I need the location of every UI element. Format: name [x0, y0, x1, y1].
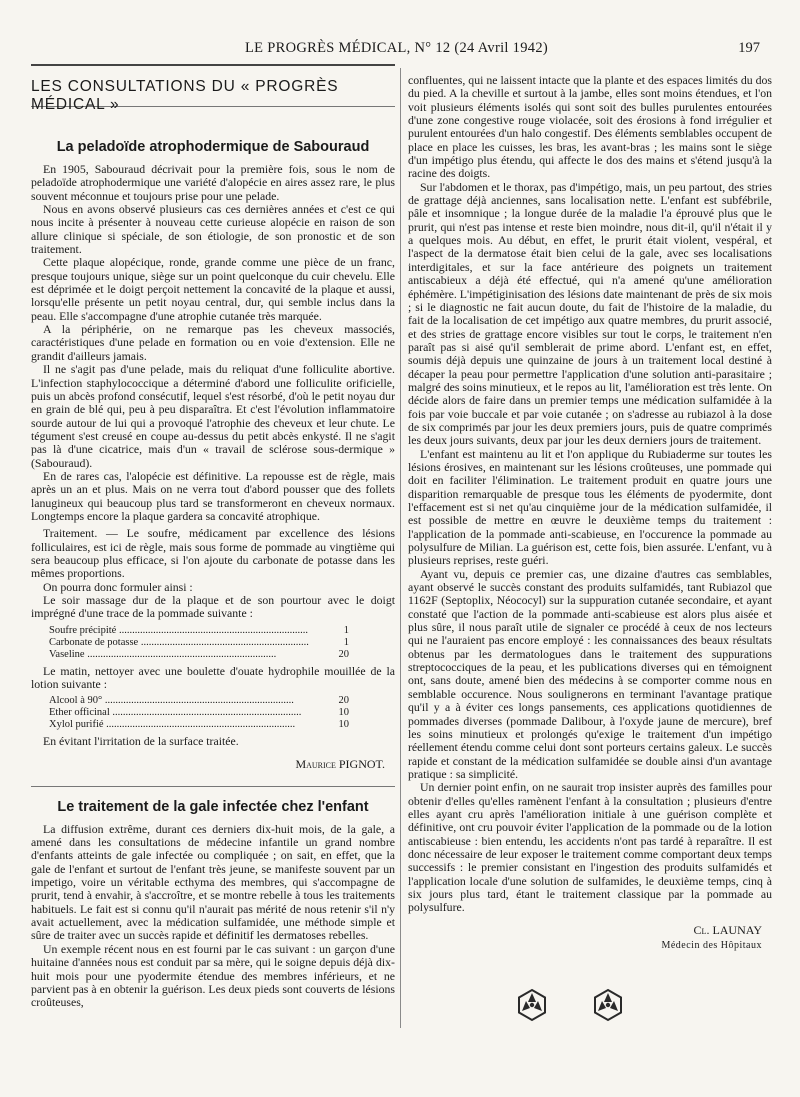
article1-paragraph: En 1905, Sabouraud décrivait pour la première fois, sous le nom de peladoïde atrophodermique une variété d'alopécie en aires assez rare, le plus souvent méconnue et toujours prise pour une pelade.	[31, 162, 395, 203]
article1-paragraph: Nous en avons observé plusieurs cas ces dernières années et c'est ce qui nous incite à présenter à nouveau cette curieuse alopécie en raison de son allure clinique si spéciale, de son étiologie, de son pronostic et de son traitement.	[31, 202, 395, 257]
ornament-icon	[510, 985, 660, 1025]
article2-continued-paragraph: Sur l'abdomen et le thorax, pas d'impétigo, mais, un peu partout, des stries de grattage déjà anciennes, sans localisation nette. L'enfant est subfébrile, pâle et insomnique ; la longue durée de la maladie l'a éprouvé plus que le prurit, qui n'est pas intense et reste bien moindre, nous dit-il, qu'il n'était il y a quelques mois. Au début, en effet, le prurit était violent, vespéral, et l'aspect de la dermatose était bien celui de la gale, avec ses localisations interdigitales, et sur la face antérieure des poignets un traitement antiscabieux a déjà été effectué, qui n'a amené qu'une amélioration éphémère. L'impétiginisation des lésions date maintenant de près de six mois ; si le diagnostic ne fait aucun doute, du fait de l'histoire de la maladie, du fait de la localisation de cet impétigo aux quatre membres, du prurit associé, et des stries de grattage encore visibles sur tout le corps, le traitement n'en paraît pas si aisé qu'il semblerait de prime abord. L'enfant est, en effet, soumis déjà depuis une quinzaine de jours à un traitement local destiné à décaper la peau pour permettre l'application d'une solution anti-parasitaire ; malgré des soins minutieux, et le repos au lit, l'amélioration est très lente. On décide alors de faire dans un premier temps une médication sulfamidée à la fois par voie buccale et par voie cutanée ; on s'adresse au rubiazol à la dose de six comprimés par jour les deux premiers jours, puis de quatre comprimés les deux jours suivants, deux par jour les deux derniers jours de traitement.	[408, 179, 772, 448]
ornament-right-icon	[595, 990, 621, 1020]
recipe-row: Ether officinal ..... 10	[49, 707, 349, 719]
article-separator	[31, 786, 395, 787]
article2-continued-paragraph: Un dernier point enfin, on ne saurait trop insister auprès des familles pour obtenir d'elles qu'elles ramènent l'enfant à la consultation ; plusieurs d'entre elles ayant cru après l'amélioration initiale à une guérison complète et définitive, ont cru pouvoir éviter l'application de la pommade ou de la lotion antiscabieuse : bien entendu, les accidents n'ont pas tardé à reparaître. Il est donc nécessaire de leur exposer le traitement comme comportant deux temps successifs : le premier consistant en l'ingestion des produits sulfamidés et l'application locale d'une solution de sulfamides, le deuxième temps, cinq à six jours plus tard, étant le traitement classique par la pommade au polysulfure.	[408, 780, 772, 915]
journal-title: LE PROGRÈS MÉDICAL, N° 12 (24 Avril 1942)	[245, 40, 548, 56]
column-divider	[400, 68, 401, 1028]
article1-between: Le matin, nettoyer avec une boulette d'ouate hydrophile mouillée de la lotion suivante :	[31, 663, 395, 692]
article1-closing: En évitant l'irritation de la surface traitée.	[43, 734, 239, 749]
article1-paragraph: Il ne s'agit pas d'une pelade, mais du reliquat d'une folliculite abortive. L'infection staphylococcique a déterminé d'abord une folliculite orificielle, puis un abcès profond consécutif, lequel s'est résorbé, d'où le petit noyau dur en grain de blé qui, peu à peu disparaîtra. Et c'est l'évolution inflammatoire sourde autour de lui qui a provoqué l'atrophie des cheveux et leur chute. Le tégument s'est creusé en coupe au-dessus du petit abcès enkysté. Il ne s'agit pas là d'une cicatrice, mais d'un « travail de sclérose sous-dermique » (Sabouraud).	[31, 362, 395, 470]
article2-continued-paragraph: L'enfant est maintenu au lit et l'on applique du Rubiaderme sur toutes les lésions érosives, en maintenant sur les lésions croûteuses, une pommade qui doit en faciliter l'élimination. Le traitement produit en quatre jours une disparition remarquable de presque tous les éléments de pyodermite, dont l'effacement est si net qu'au cinquième jour de la médication sulfamidée, il est possible de mettre en œuvre le deuxième temps du traitement : l'application de la pommade anti-scabieuse, en l'occurence la pommade au polysulfure de Milian. La guérison est, cette fois, bien assurée. L'enfant, vu à plusieurs reprises, reste guéri.	[408, 446, 772, 568]
section-heading: LES CONSULTATIONS DU « PROGRÈS MÉDICAL »	[31, 78, 339, 113]
article1-paragraph: A la périphérie, on ne remarque pas les cheveux massociés, caractéristiques d'une pelade en formation ou en voie d'extension. Elle ne grandit d'ailleurs jamais.	[31, 322, 395, 363]
ornament-left-icon	[519, 990, 545, 1020]
right-column	[408, 74, 772, 951]
recipe-row: Vaseline ..... 20	[49, 649, 349, 661]
article2-continued-paragraph: confluentes, qui ne laissent intacte que la plante et des espaces limités du dos du pied. A la cheville et surtout à la jambe, elles sont moins étendues, et l'on voit plusieurs éléments isolés qui sont soit des bulles purulentes entourées d'une zone congestive rouge violacée, soit des érosions à fond irrégulier et purulent entourées d'un halo congestif. Des éléments semblables occupent de place en place les cuisses, les bras, les avant-bras ; les mains sont le siège d'un impétigo plus étendu, qui affecte le dos des mains et s'étend jusqu'à la racine des doigts.	[408, 73, 772, 181]
recipe-row: Xylol purifié ..... 10	[49, 719, 349, 731]
article1-paragraph: Le soir massage dur de la plaque et de son pourtour avec le doigt imprégné d'une trace de la pommade suivante :	[31, 593, 395, 621]
article1-title: La peladoïde atrophodermique de Sabouraud	[56, 139, 370, 155]
article1-paragraph: On pourra donc formuler ainsi :	[43, 579, 193, 594]
article1-paragraph: En de rares cas, l'alopécie est définitive. La repousse est de règle, mais après un an et plus. Mais on ne verra tout d'abord pousser que des follets lanugineux qui beaucoup plus tard se transformeront en cheveux normaux. Longtemps encore la plaque gardera sa concavité atrophique.	[31, 468, 395, 523]
article2-continued-paragraph: Ayant vu, depuis ce premier cas, une dizaine d'autres cas semblables, ayant observé le succès constant des produits sulfamidés, tant Rubiazol que 1162F (Septoplix, Néococyl) sur la suppuration cutanée secondaire, et ayant constaté que l'action de la pommade anti-scabieuse est alors plus aisée et plus sûre, il nous paraît utile de signaler ce procédé à ceux de nos lecteurs qui ne l'auraient pas encore employé : les connaissances des beaux résultats obtenus par les dermatologues dans le traitement des suppurations streptococciques de la peau, et les publications diverses qui en témoignent ont, sans doute, amené bien des médecins à se comporter comme nous en semblable occurence. Nous soulignerons en terminant l'avantage pratique qu'il y a à éviter ces longs pansements, ces applications quotidiennes de pommades diverses (pommade Dalibour, à l'oxyde jaune de mercure), bref les soins minutieux et prolongés qu'exige le traitement d'un impétigo réellement étendu comme celui dont sont porteurs certains galeux. Le succès rapide et constant de la médication sulfamidée se double ainsi d'un avantage pratique : sa simplicité.	[408, 566, 772, 781]
recipe-lotion	[31, 695, 395, 731]
left-column	[31, 74, 395, 1010]
recipe-row: Soufre précipité ..... 1	[49, 625, 349, 637]
top-rule	[31, 64, 395, 66]
article2-signature-title: Médecin des Hôpitaux	[661, 939, 762, 951]
article2-paragraph: Un exemple récent nous en est fourni par le cas suivant : un garçon d'une huitaine d'années nous est conduit par sa mère, qui le soigne depuis déjà dix-huit mois pour une pyodermite étendue des membres inférieurs, et ne parvient pas à en obtenir la guérison. Les deux pieds sont couverts de lésions croûteuses,	[31, 941, 395, 1010]
article2-title: Le traitement de la gale infectée chez l'enfant	[57, 798, 369, 815]
article1-paragraph: Cette plaque alopécique, ronde, grande comme une pièce de un franc, presque toujours unique, siège sur un point quelconque du cuir chevelu. Elle est déprimée et le doigt perçoit nettement la concavité de la plaque et aussi, lorsqu'elle présente un petit noyau central, dur, qui semble inclus dans la peau. Elle s'accompagne d'une atrophie cutanée très marquée.	[31, 255, 395, 323]
article2-signature: Cl. LAUNAY	[693, 922, 762, 937]
article1-signature: Maurice PIGNOT.	[295, 756, 385, 771]
recipe-row: Alcool à 90° ..... 20	[49, 695, 349, 707]
article2-paragraph: La diffusion extrême, durant ces derniers dix-huit mois, de la gale, a amené dans les consultations de médecine infantile un grand nombre d'enfants atteints de gale infectée ou compliquée ; on sait, en effet, que la gale de l'enfant et surtout de l'enfant très jeune, se manifeste souvent par un impetigo, voire un véritable ecthyma des membres, qui s'accompagne de prurit, tend à envahir, à s'accroître, et se montre rebelle à tous les traitements habituels. Le fait est si connu qu'il n'aurait pas mérité de nous retenir s'il n'y avait actuellement, avec la médication sulfamidée, une méthode simple et sûre de traiter avec un succès rapide et définitif les dermatoses rebelles.	[31, 821, 395, 943]
recipe-row: Carbonate de potasse ..... 1	[49, 637, 349, 649]
article1-treatment-paragraph: Traitement. — Le soufre, médicament par excellence des lésions folliculaires, est ici de règle, mais sous forme de pommade au vingtième qui sera beaucoup plus efficace, si l'on ajoute du carbonate de potasse dans les mêmes proportions.	[31, 526, 395, 581]
page-number: 197	[738, 40, 760, 56]
running-header	[0, 40, 800, 60]
recipe-ointment	[31, 625, 395, 661]
